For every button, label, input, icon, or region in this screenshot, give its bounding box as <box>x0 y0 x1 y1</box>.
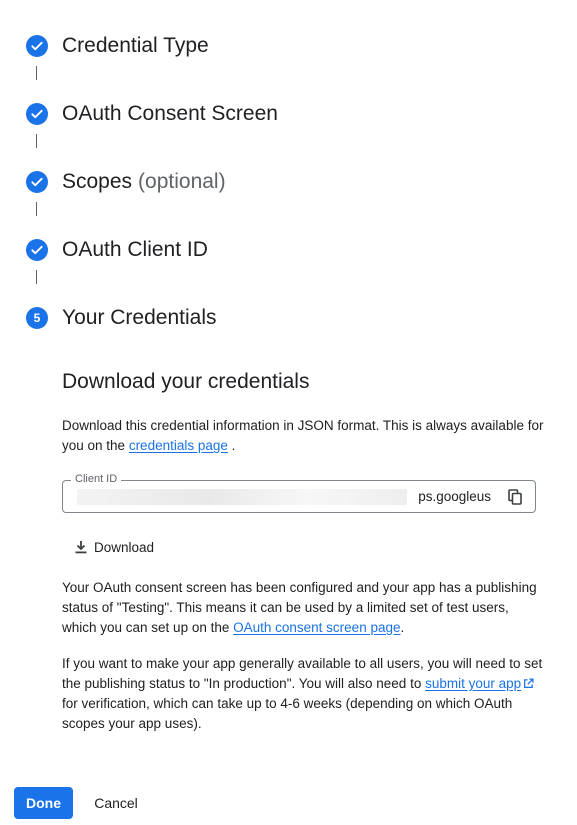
credentials-page-link[interactable]: credentials page <box>128 438 228 453</box>
submit-your-app-link[interactable]: submit your app <box>425 676 522 691</box>
step-connector <box>36 202 37 216</box>
client-id-field[interactable] <box>62 473 536 513</box>
step-title: OAuth Consent Screen <box>62 102 278 125</box>
oauth-consent-screen-page-link[interactable]: OAuth consent screen page <box>233 620 401 635</box>
copy-button[interactable] <box>505 487 525 507</box>
production-info: If you want to make your app generally available to all users, you will need to set the publishing status to "In production". You will also need to submit your app for verification, which can take up to 4-6 weeks (depending on which OAuth scopes your app uses). <box>62 656 543 731</box>
external-link-icon <box>523 678 534 689</box>
client-id-value: ps.googleus <box>418 489 491 504</box>
download-description: Download this credential information in JSON format. This is always available for you on the credentials page . <box>62 418 544 453</box>
step-number-badge: 5 <box>26 307 48 329</box>
cancel-button[interactable]: Cancel <box>94 795 138 811</box>
step-optional-label: (optional) <box>138 170 226 193</box>
step-connector <box>36 134 37 148</box>
step-title: Scopes (optional) <box>62 170 226 193</box>
step-connector <box>36 270 37 284</box>
check-icon <box>26 103 48 125</box>
step-title: Credential Type <box>62 34 209 57</box>
step-oauth-consent-screen[interactable] <box>26 99 278 129</box>
step-title: OAuth Client ID <box>62 238 208 261</box>
check-icon <box>26 35 48 57</box>
step-connector <box>36 66 37 80</box>
step-credential-type[interactable] <box>26 31 209 61</box>
check-icon <box>26 239 48 261</box>
download-label: Download <box>94 539 155 555</box>
client-id-label: Client ID <box>71 472 121 486</box>
redacted-value <box>77 489 407 505</box>
section-title: Download your credentials <box>62 370 310 393</box>
step-title: Your Credentials <box>62 306 217 329</box>
download-button[interactable] <box>74 537 154 557</box>
consent-info: Your OAuth consent screen has been configured and your app has a publishing status of "Testing". This means it can be used by a limited set of test users, which you can set up on the OAuth consent screen page. <box>62 580 537 635</box>
done-button[interactable]: Done <box>14 787 73 819</box>
step-oauth-client-id[interactable] <box>26 235 208 265</box>
copy-icon <box>508 489 522 505</box>
step-your-credentials <box>26 303 217 333</box>
step-scopes[interactable] <box>26 167 226 197</box>
download-icon <box>74 540 88 554</box>
check-icon <box>26 171 48 193</box>
